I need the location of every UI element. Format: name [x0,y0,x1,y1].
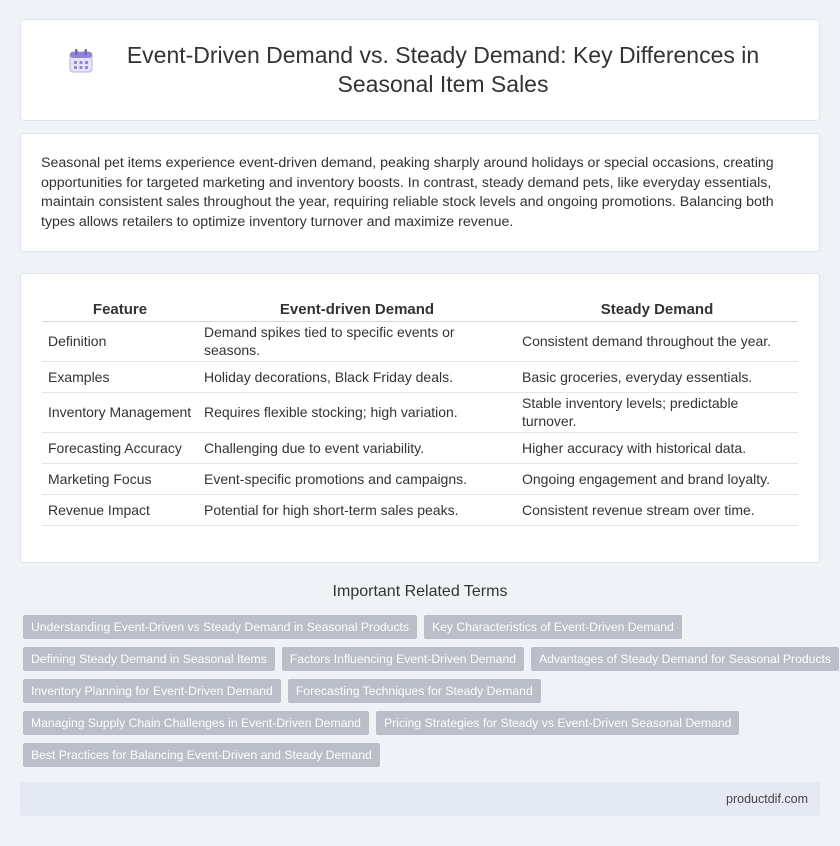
related-terms-list [23,615,832,775]
event-cell: Demand spikes tied to specific events or seasons. [198,321,516,361]
table-header-row [42,294,798,321]
header-event-driven: Event-driven Demand [198,294,516,321]
related-term-tag[interactable]: Pricing Strategies for Steady vs Event-Driven Seasonal Demand [376,711,740,735]
related-term-tag[interactable]: Defining Steady Demand in Seasonal Items [23,647,275,671]
feature-cell: Inventory Management [42,392,198,432]
steady-cell: Ongoing engagement and brand loyalty. [516,463,798,494]
table-row [42,321,798,361]
steady-cell: Basic groceries, everyday essentials. [516,361,798,392]
page-title: Event-Driven Demand vs. Steady Demand: Key Differences in Seasonal Item Sales [126,42,760,97]
title-card [20,19,820,121]
event-cell: Event-specific promotions and campaigns. [198,463,516,494]
steady-cell: Higher accuracy with historical data. [516,432,798,463]
related-terms-title: Important Related Terms [332,583,508,600]
feature-cell: Marketing Focus [42,463,198,494]
feature-cell: Definition [42,321,198,361]
footer [20,782,820,816]
table-row [42,432,798,463]
related-term-tag[interactable]: Factors Influencing Event-Driven Demand [282,647,524,671]
feature-cell: Forecasting Accuracy [42,432,198,463]
intro-card [20,133,820,252]
comparison-card [20,273,820,563]
related-term-tag[interactable]: Best Practices for Balancing Event-Driven and Steady Demand [23,743,380,767]
steady-cell: Stable inventory levels; predictable turnover. [516,392,798,432]
header-steady: Steady Demand [516,294,798,321]
steady-cell: Consistent demand throughout the year. [516,321,798,361]
event-cell: Requires flexible stocking; high variation. [198,392,516,432]
intro-text: Seasonal pet items experience event-driven demand, peaking sharply around holidays or special occasions, creating opportunities for targeted marketing and inventory boosts. In contrast, steady demand pets, like everyday essentials, maintain consistent sales throughout the year, requiring reliable stock levels and ongoing promotions. Balancing both types allows retailers to optimize inventory turnover and maximize revenue. [41,155,774,230]
related-term-tag[interactable]: Advantages of Steady Demand for Seasonal Products [531,647,839,671]
header-feature: Feature [42,294,198,321]
event-cell: Challenging due to event variability. [198,432,516,463]
table-row [42,494,798,525]
related-term-tag[interactable]: Inventory Planning for Event-Driven Demand [23,679,281,703]
comparison-table [42,294,798,526]
event-cell: Holiday decorations, Black Friday deals. [198,361,516,392]
feature-cell: Examples [42,361,198,392]
related-term-tag[interactable]: Understanding Event-Driven vs Steady Demand in Seasonal Products [23,615,417,639]
calendar-icon [67,47,95,75]
steady-cell: Consistent revenue stream over time. [516,494,798,525]
table-row [42,361,798,392]
related-term-tag[interactable]: Key Characteristics of Event-Driven Demand [424,615,682,639]
footer-site-link[interactable]: productdif.com [726,792,808,806]
table-row [42,463,798,494]
related-term-tag[interactable]: Managing Supply Chain Challenges in Event-Driven Demand [23,711,369,735]
related-term-tag[interactable]: Forecasting Techniques for Steady Demand [288,679,541,703]
event-cell: Potential for high short-term sales peaks. [198,494,516,525]
table-row [42,392,798,432]
feature-cell: Revenue Impact [42,494,198,525]
